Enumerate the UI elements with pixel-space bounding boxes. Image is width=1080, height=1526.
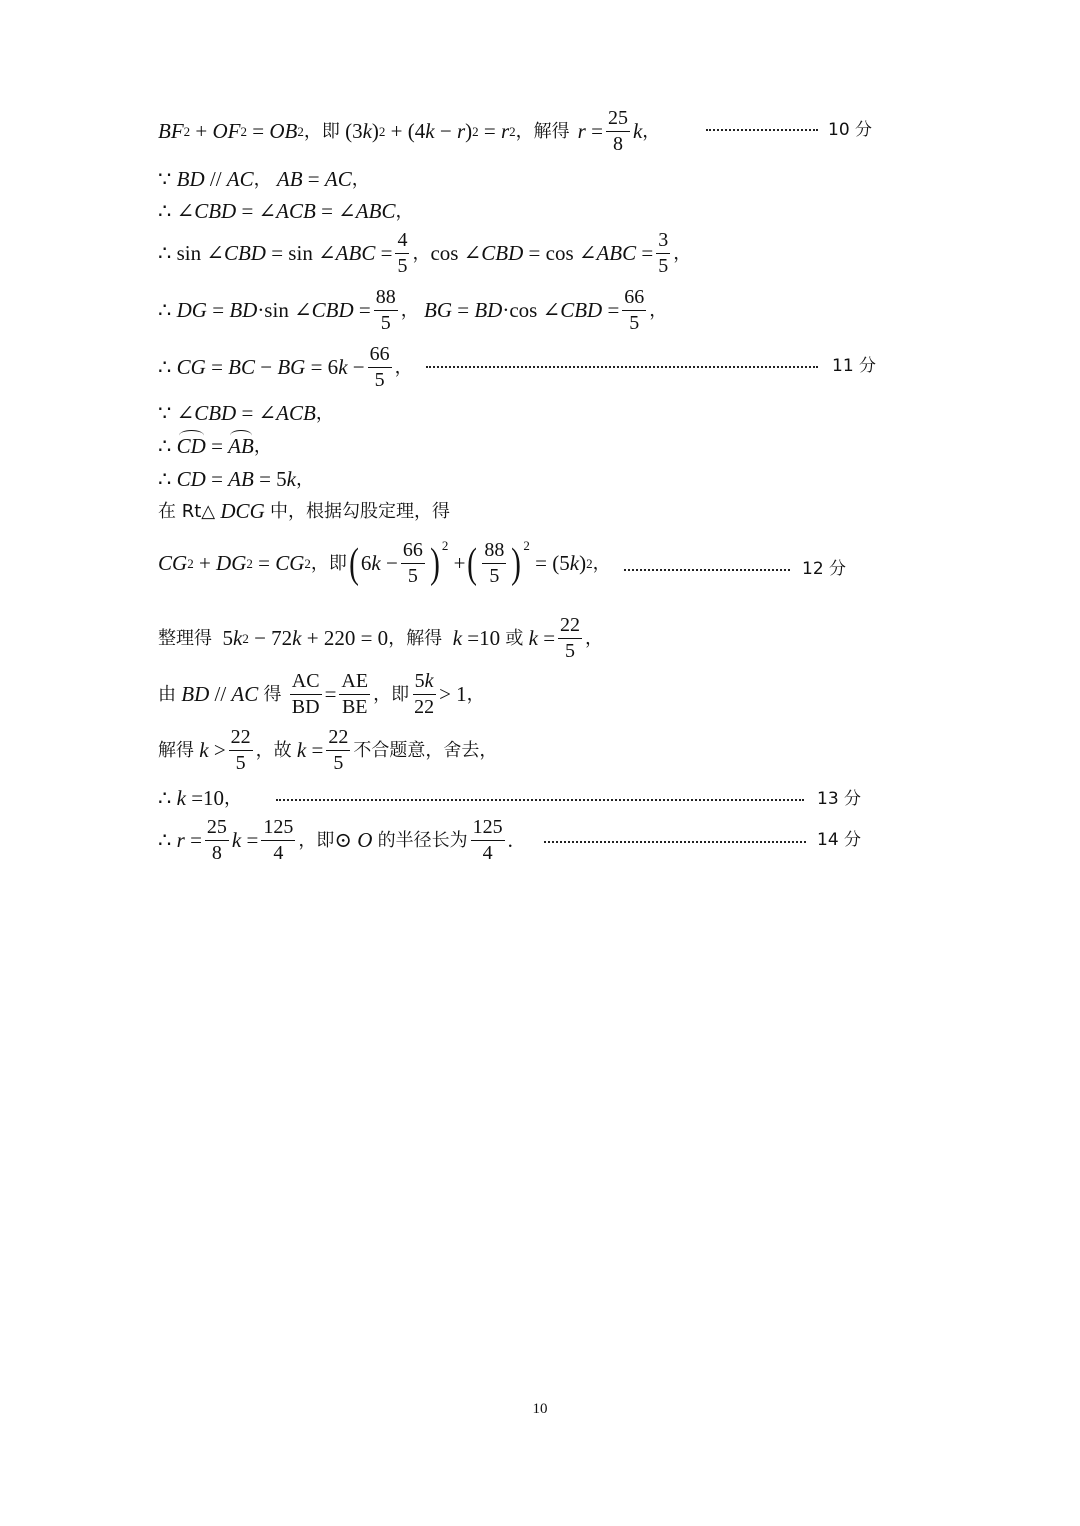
fraction: $\frac{22}{5}$	[328, 726, 349, 774]
text-ji: 即	[391, 683, 410, 705]
score-14: 14 分	[817, 830, 862, 850]
text-ji: 即	[321, 120, 340, 142]
eq-line-3: ∴ ∠ CBD = ∠ ACB = ∠ ABC ，	[158, 199, 414, 223]
text-zhengli: 整理得	[158, 627, 212, 649]
text-buhe: 不合题意，舍去，	[353, 739, 498, 761]
eq-line-5: ∴ DG = BD ·sin ∠ CBD = $\frac{88}{5}$ ， BG = BD ·cos ∠ CBD = $\frac{66}{5}$ ，	[158, 286, 668, 334]
leader-dots	[544, 841, 806, 843]
fraction: $\frac{66}{5}$	[402, 539, 423, 587]
text-jiede: 解得	[533, 120, 570, 142]
fraction: $\frac{22}{5}$	[560, 614, 581, 662]
eq-line-4: ∴ sin ∠ CBD = sin ∠ ABC = $\frac{4}{5}$ ， cos ∠ CBD = cos ∠ ABC = $\frac{3}{5}$ ，	[158, 229, 692, 277]
eq-line-1: BF 2 + OF 2 = OB 2 ， 即 (3 k ) 2 + (4 k − r ) 2 = r 2 ， 解得 r = $\frac{25}{8}$ k ，	[158, 107, 661, 155]
eq-line-9: ∴ CD = AB = 5 k ，	[158, 467, 314, 491]
fraction: $\frac{66}{5}$	[369, 343, 390, 391]
leader-dots	[624, 569, 790, 571]
eq-line-14: 解得 k > $\frac{22}{5}$ ，故 k = $\frac{22}{5}$ 不合题意，舍去，	[158, 726, 498, 774]
score-13: 13 分	[817, 789, 862, 809]
fraction: $\frac{88}{5}$	[375, 286, 396, 334]
eq-line-13: 由 BD // AC 得 $\frac{AC}{BD}$ = $\frac{AE}{BE}$ ， 即 $\frac{5k}{22}$ > 1 ，	[158, 670, 485, 718]
eq-line-8: ∴ CD = AB ，	[158, 434, 272, 458]
eq-line-12: 整理得 5 k 2 − 72 k + 220 = 0 ， 解得 k =10 或 k = $\frac{22}{5}$ ，	[158, 614, 604, 662]
leader-dots	[426, 366, 818, 368]
eq-line-2: ∵ BD // AC ， AB = AC ，	[158, 167, 370, 191]
eq-line-11: CG 2 + DG 2 = CG 2 ， 即 ( 6 k − $\frac{66}{5}$ ) $^2$ + ( $\frac{88}{5}$ ) $^2$ = (5 k ) 2 ，	[158, 537, 611, 587]
leader-dots	[276, 799, 804, 801]
text-jiede: 解得	[406, 627, 443, 649]
text-zai-rt: 在 Rt△	[158, 500, 216, 522]
fraction: $\frac{AE}{BE}$	[341, 670, 369, 718]
page-number: 10	[532, 1401, 548, 1417]
fraction: $\frac{3}{5}$	[658, 229, 669, 277]
fraction: $\frac{4}{5}$	[397, 229, 408, 277]
text-ji: 即	[316, 829, 335, 851]
fraction: $\frac{125}{4}$	[263, 816, 294, 864]
fraction: $\frac{25}{8}$	[206, 816, 227, 864]
text-banjing: 的半径长为	[377, 829, 468, 851]
fraction: $\frac{AC}{BD}$	[291, 670, 320, 718]
fraction: $\frac{5k}{22}$	[414, 670, 435, 718]
fraction: $\frac{88}{5}$	[484, 539, 505, 587]
text-jiede: 解得	[158, 739, 194, 761]
eq-line-15: ∴ k =10 ，	[158, 786, 243, 810]
fraction: $\frac{22}{5}$	[230, 726, 251, 774]
eq-line-10: 在 Rt△ DCG 中，根据勾股定理，得	[158, 499, 450, 523]
eq-line-16: ∴ r = $\frac{25}{8}$ k = $\frac{125}{4}$ ， 即 ⊙ O 的半径长为 $\frac{125}{4}$ .	[158, 816, 513, 864]
text-gougu: 中，根据勾股定理，得	[269, 500, 450, 522]
fraction: $\frac{66}{5}$	[624, 286, 645, 334]
fraction: $\frac{125}{4}$	[472, 816, 503, 864]
text-de: 得	[263, 683, 282, 705]
leader-dots	[706, 129, 818, 131]
text-you: 由	[158, 683, 176, 705]
eq-line-7: ∵ ∠ CBD = ∠ ACB ，	[158, 401, 334, 425]
score-12: 12 分	[802, 559, 847, 579]
text-guk: ，故	[255, 739, 292, 761]
text-huo: 或	[505, 627, 524, 649]
fraction: $\frac{25}{8}$	[607, 107, 628, 155]
score-10: 10 分	[828, 120, 873, 140]
text-ji: 即	[328, 552, 347, 574]
score-11: 11 分	[832, 356, 877, 376]
eq-line-6: ∴ CG = BC − BG = 6 k − $\frac{66}{5}$ ，	[158, 343, 413, 391]
